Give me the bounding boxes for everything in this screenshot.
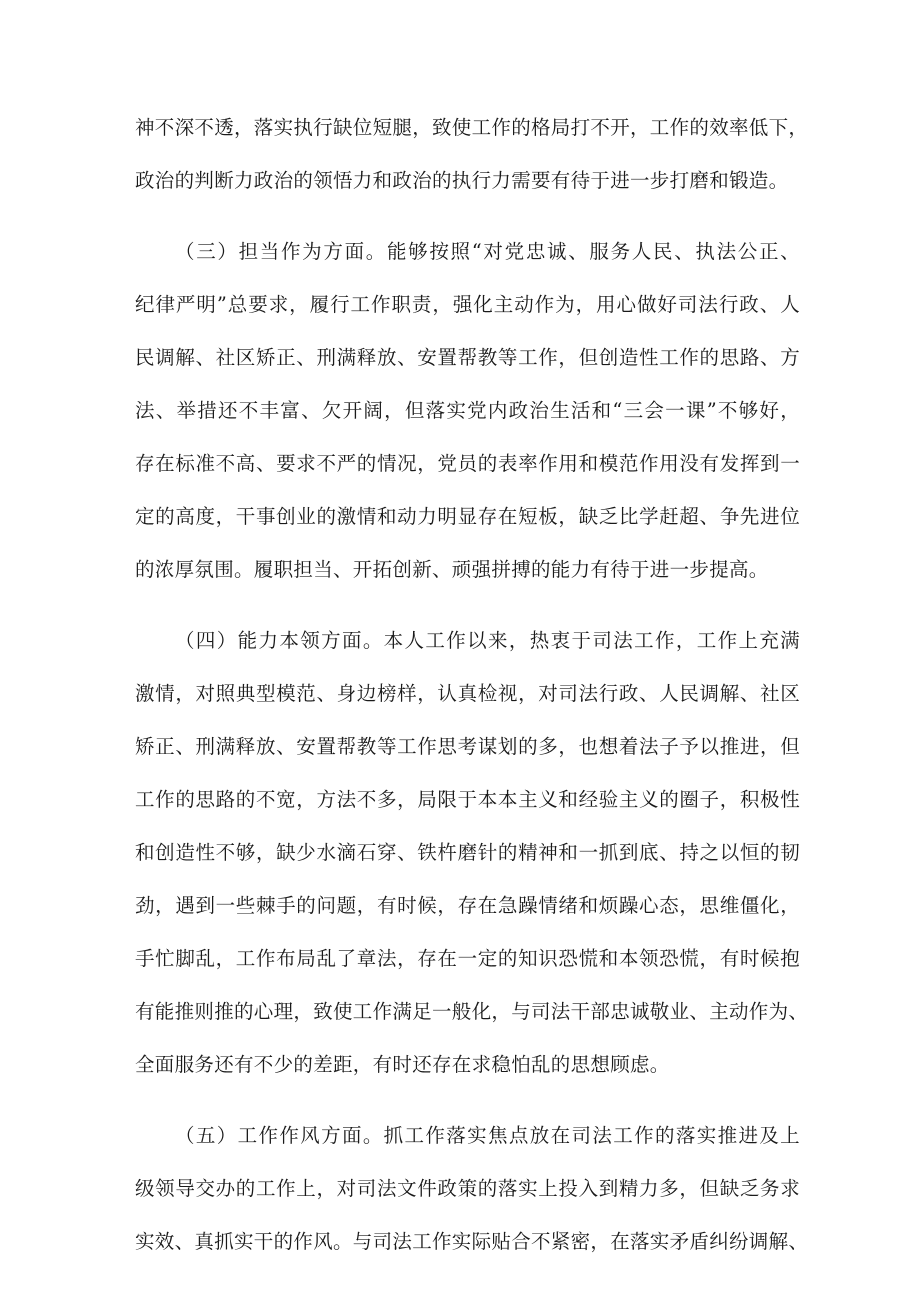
text-line: 手忙脚乱，工作布局乱了章法，存在一定的知识恐慌和本领恐慌，有时候抱 bbox=[135, 947, 800, 970]
text-line: 工作的思路的不宽，方法不多，局限于本本主义和经验主义的圈子，积极性 bbox=[135, 788, 800, 811]
text-line: 的浓厚氛围。履职担当、开拓创新、顽强拼搏的能力有待于进一步提高。 bbox=[135, 558, 769, 581]
text-line: 劲，遇到一些棘手的问题，有时候，存在急躁情绪和烦躁心态，思维僵化， bbox=[135, 894, 800, 917]
text-line: 定的高度，干事创业的激情和动力明显存在短板，缺乏比学赶超、争先进位 bbox=[135, 505, 800, 528]
text-line: 民调解、社区矫正、刑满释放、安置帮教等工作，但创造性工作的思路、方 bbox=[135, 346, 800, 369]
text-line: 存在标准不高、要求不严的情况，党员的表率作用和模范作用没有发挥到一 bbox=[135, 452, 800, 475]
text-line: 法、举措还不丰富、欠开阔，但落实党内政治生活和“三会一课”不够好， bbox=[135, 399, 800, 422]
text-line: 有能推则推的心理，致使工作满足一般化，与司法干部忠诚敬业、主动作为、 bbox=[135, 1000, 809, 1023]
text-line: 实效、真抓实干的作风。与司法工作实际贴合不紧密，在落实矛盾纠纷调解、 bbox=[135, 1230, 809, 1253]
text-line: 政治的判断力政治的领悟力和政治的执行力需要有待于进一步打磨和锻造。 bbox=[135, 169, 789, 192]
text-line: 和创造性不够，缺少水滴石穿、铁杵磨针的精神和一抓到底、持之以恒的韧 bbox=[135, 841, 800, 864]
text-line: 激情，对照典型模范、身边榜样，认真检视，对司法行政、人民调解、社区 bbox=[135, 682, 800, 705]
text-line: （四）能力本领方面。本人工作以来，热衷于司法工作，工作上充满 bbox=[175, 629, 800, 652]
text-line: 级领导交办的工作上，对司法文件政策的落实上投入到精力多，但缺乏务求 bbox=[135, 1177, 800, 1200]
text-line: 纪律严明”总要求，履行工作职责，强化主动作为，用心做好司法行政、人 bbox=[135, 293, 800, 316]
text-line: （五）工作作风方面。抓工作落实焦点放在司法工作的落实推进及上 bbox=[175, 1124, 800, 1147]
text-line: 全面服务还有不少的差距，有时还存在求稳怕乱的思想顾虑。 bbox=[135, 1053, 670, 1076]
text-line: （三）担当作为方面。能够按照“对党忠诚、服务人民、执法公正、 bbox=[175, 240, 800, 263]
text-line: 矫正、刑满释放、安置帮教等工作思考谋划的多，也想着法子予以推进，但 bbox=[135, 735, 800, 758]
text-line: 神不深不透，落实执行缺位短腿，致使工作的格局打不开，工作的效率低下， bbox=[135, 116, 809, 139]
